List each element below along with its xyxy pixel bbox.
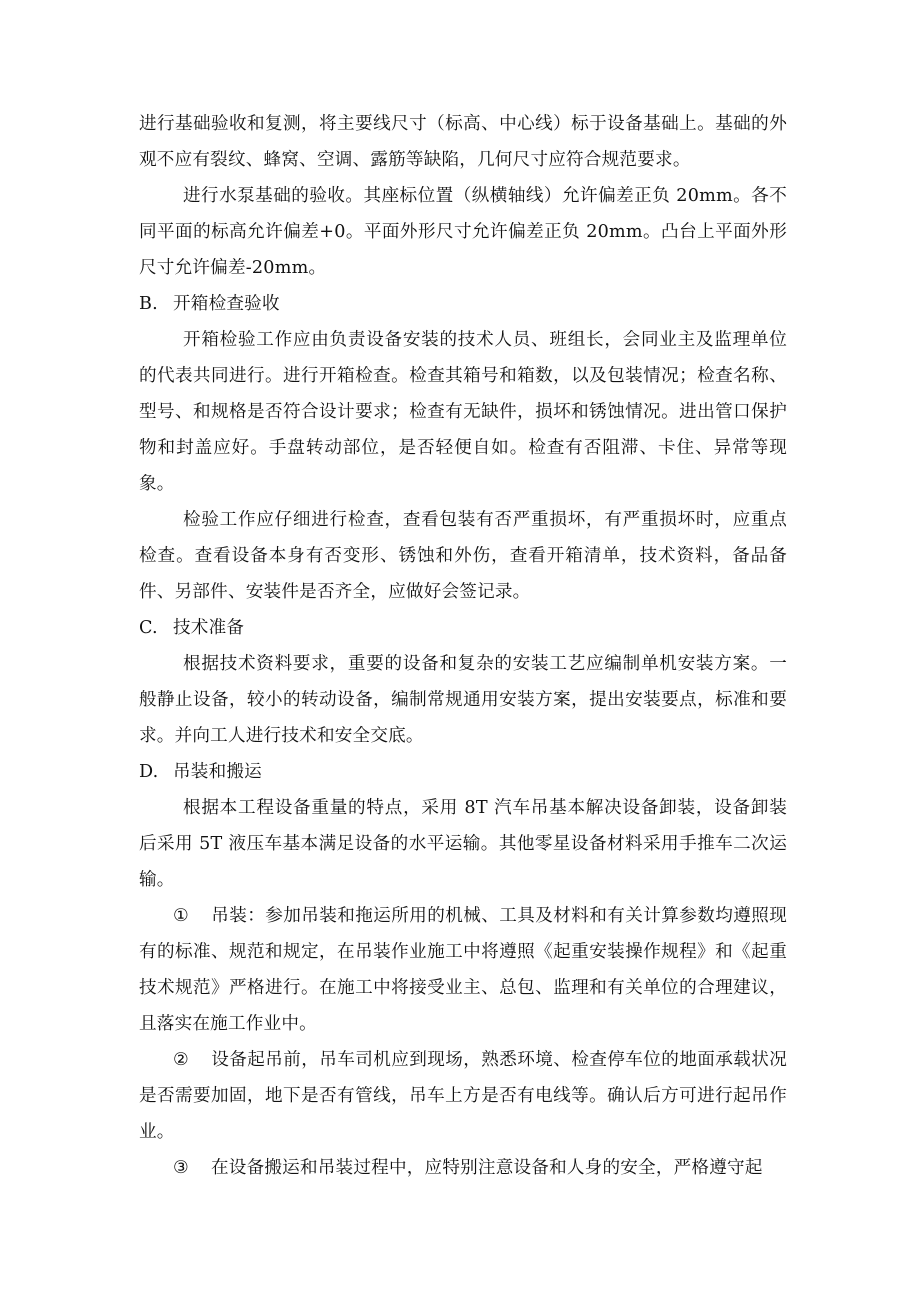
paragraph-pump-foundation: 进行水泵基础的验收。其座标位置（纵横轴线）允许偏差正负 20mm。各不同平面的标高允许偏差+0。平面外形尺寸允许偏差正负 20mm。凸台上平面外形尺寸允许偏差-20mm。 <box>139 186 787 278</box>
paragraph-lifting-transport: 根据本工程设备重量的特点，采用 8T 汽车吊基本解决设备卸装，设备卸装后采用 5T 液压车基本满足设备的水平运输。其他零星设备材料采用手推车二次运输。 <box>139 798 787 890</box>
section-letter-b: B. <box>139 294 158 314</box>
list-marker-2: ② <box>173 1050 189 1070</box>
section-title-b: 开箱检查验收 <box>173 294 280 314</box>
section-heading-d <box>139 754 787 790</box>
section-heading-b <box>139 286 787 322</box>
list-item-2 <box>139 1042 787 1150</box>
list-text-3: 在设备搬运和吊装过程中，应特别注意设备和人身的安全，严格遵守起 <box>211 1158 763 1178</box>
section-letter-c: C. <box>139 618 158 638</box>
section-heading-c <box>139 610 787 646</box>
paragraph-foundation-acceptance: 进行基础验收和复测，将主要线尺寸（标高、中心线）标于设备基础上。基础的外观不应有裂纹、蜂窝、空调、露筋等缺陷，几何尺寸应符合规范要求。 <box>139 114 787 170</box>
list-item-1 <box>139 898 787 1042</box>
list-text-2: 设备起吊前，吊车司机应到现场，熟悉环境、检查停车位的地面承载状况是否需要加固，地下是否有管线，吊车上方是否有电线等。确认后方可进行起吊作业。 <box>139 1050 787 1142</box>
paragraph-unpacking-inspection: 开箱检验工作应由负责设备安装的技术人员、班组长，会同业主及监理单位的代表共同进行。进行开箱检查。检查其箱号和箱数，以及包装情况；检查名称、型号、和规格是否符合设计要求；检查有无缺件，损坏和锈蚀情况。进出管口保护物和封盖应好。手盘转动部位，是否轻便自如。检查有否阻滞、卡住、异常等现象。 <box>139 330 787 494</box>
section-letter-d: D. <box>139 762 159 782</box>
paragraph-inspection-detail: 检验工作应仔细进行检查，查看包装有否严重损坏，有严重损坏时，应重点检查。查看设备本身有否变形、锈蚀和外伤，查看开箱清单，技术资料，备品备件、另部件、安装件是否齐全，应做好会签记录。 <box>139 510 787 602</box>
list-marker-3: ③ <box>173 1158 189 1178</box>
list-text-1: 吊装：参加吊装和拖运所用的机械、工具及材料和有关计算参数均遵照现有的标准、规范和规定，在吊装作业施工中将遵照《起重安装操作规程》和《起重技术规范》严格进行。在施工中将接受业主、总包、监理和有关单位的合理建议，且落实在施工作业中。 <box>139 906 787 1034</box>
list-item-3 <box>139 1150 787 1186</box>
list-marker-1: ① <box>173 906 189 926</box>
document-body <box>139 106 787 1186</box>
section-title-d: 吊装和搬运 <box>173 762 262 782</box>
section-title-c: 技术准备 <box>173 618 245 638</box>
paragraph-technical-prep: 根据技术资料要求，重要的设备和复杂的安装工艺应编制单机安装方案。一般静止设备，较小的转动设备，编制常规通用安装方案，提出安装要点，标准和要求。并向工人进行技术和安全交底。 <box>139 654 787 746</box>
